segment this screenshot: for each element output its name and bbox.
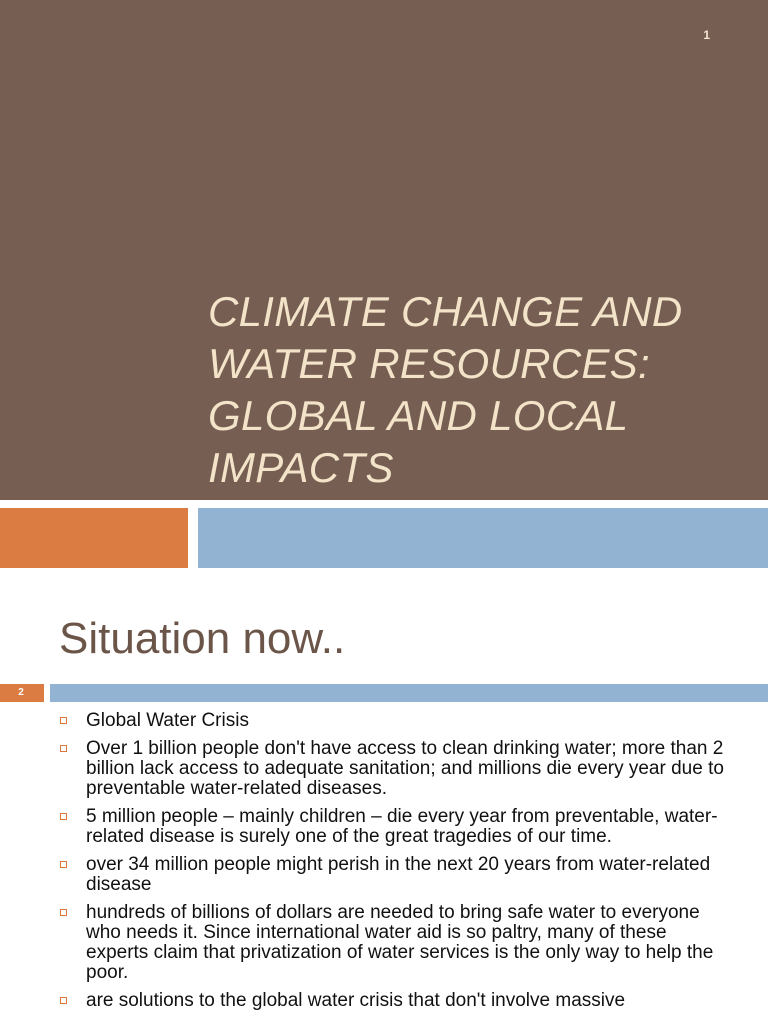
- bullet-text: Over 1 billion people don't have access to clean drinking water; more than 2 billion lack access to adequate sanitation; and millions die every year due to preventable water-related diseases.: [86, 738, 724, 799]
- square-bullet-icon: [60, 813, 67, 820]
- slide-number: 1: [703, 28, 710, 42]
- list-item: [58, 739, 728, 799]
- slide-2-number-badge: [0, 684, 44, 702]
- bullet-text: 5 million people – mainly children – die every year from preventable, water-related disease is surely one of the great tragedies of our time.: [86, 806, 718, 847]
- square-bullet-icon: [60, 745, 67, 752]
- list-item: [58, 855, 728, 895]
- orange-accent-bar: [0, 508, 188, 568]
- square-bullet-icon: [60, 909, 67, 916]
- square-bullet-icon: [60, 861, 67, 868]
- slide-2-title: Situation now..: [59, 614, 346, 663]
- bullet-text: hundreds of billions of dollars are needed to bring safe water to everyone who needs it. Since international water aid is so paltry, many of these experts claim that privatization of water services is the only way to help the poor.: [86, 902, 714, 983]
- bullet-list: [58, 711, 728, 1019]
- bullet-text: are solutions to the global water crisis that don't involve massive: [86, 990, 626, 1011]
- slide-2-blue-bar: [50, 684, 768, 702]
- blue-accent-bar: [198, 508, 768, 568]
- square-bullet-icon: [60, 717, 67, 724]
- list-item: [58, 807, 728, 847]
- slide-title: CLIMATE CHANGE AND WATER RESOURCES: GLOBAL AND LOCAL IMPACTS: [208, 288, 683, 491]
- slide-number: 2: [18, 687, 24, 698]
- bullet-text: Global Water Crisis: [86, 710, 249, 731]
- square-bullet-icon: [60, 997, 67, 1004]
- list-item: [58, 903, 728, 983]
- list-item: [58, 711, 728, 731]
- list-item: [58, 991, 728, 1011]
- bullet-text: over 34 million people might perish in the next 20 years from water-related disease: [86, 854, 711, 895]
